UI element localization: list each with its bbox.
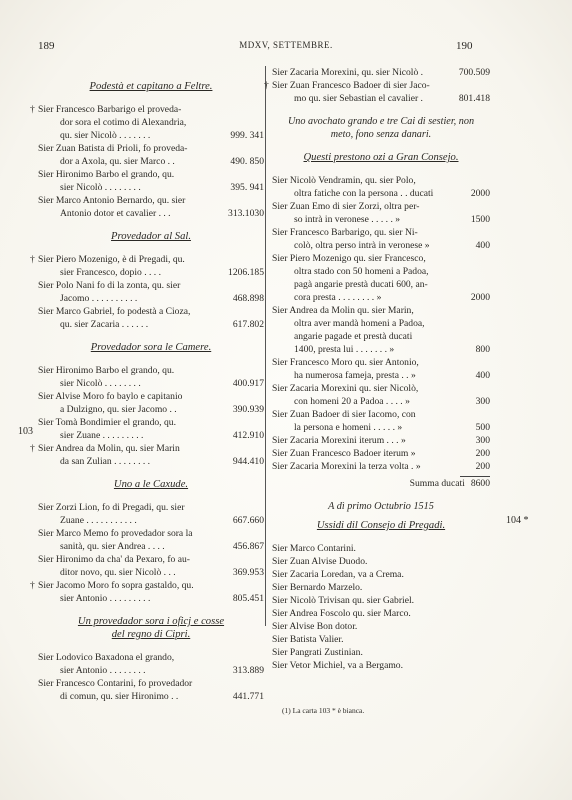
entry-value: 395. 941	[230, 182, 264, 193]
entry-line	[38, 566, 264, 579]
spacer	[38, 468, 264, 478]
section-title: A dì primo Octubrio 1515	[328, 501, 434, 512]
entry-line	[38, 416, 264, 429]
sum-value: 8600	[470, 478, 490, 489]
section-title: Uno a le Caxude.	[113, 479, 189, 490]
entry-value: 456.867	[232, 541, 264, 552]
entry-text: sier Antonio . . . . . . . . .	[60, 593, 151, 604]
name-entry: Sier Zacaria Loredan, va a Crema.	[272, 569, 404, 580]
entry-text: Sier Francesco Moro qu. sier Antonio,	[272, 357, 419, 368]
entry-line	[272, 213, 490, 226]
list-entry	[30, 253, 264, 279]
margin-note-left: 103	[18, 426, 33, 437]
entry-text: Sier Polo Nani fo di la zonta, qu. sier	[38, 280, 181, 291]
name-entry: Sier Marco Contarini.	[272, 543, 356, 554]
entry-value: 2000	[470, 292, 490, 303]
name-entry: Sier Bernardo Marzelo.	[272, 582, 363, 593]
entry-value: 390.939	[232, 404, 264, 415]
entry-text: Sier Hironimo Barbo el grando, qu.	[38, 169, 175, 180]
entry-text: sier Francesco, dopio . . . .	[60, 267, 161, 278]
spacer	[272, 105, 490, 115]
entry-text: Sier Marco Antonio Bernardo, qu. sier	[38, 195, 186, 206]
entry-line	[38, 455, 264, 468]
entry-text: sanità, qu. sier Andrea . . . .	[60, 541, 165, 552]
entry-line	[272, 252, 490, 265]
entry-value: 369.953	[232, 567, 264, 578]
spacer	[38, 331, 264, 341]
entry-value: 2000	[470, 188, 490, 199]
entry-text: di comun, qu. sier Hironimo . .	[60, 691, 179, 702]
entry-text: Sier Zuan Francesco Badoer di sier Jaco-	[272, 80, 430, 91]
entry-text: Sier Andrea da Molin, qu. sier Marin	[38, 443, 180, 454]
entry-line	[38, 377, 264, 390]
entry-line	[264, 79, 490, 92]
entry-line	[38, 501, 264, 514]
entry-text: Sier Zuan Francesco Badoer iterum »	[272, 448, 416, 459]
entry-value: 1206.185	[228, 267, 264, 278]
entry-value: 805.451	[232, 593, 264, 604]
entry-text: Sier Hironimo da cha' da Pexaro, fo au-	[38, 554, 190, 565]
entry-text: Antonio dotor et cavalier . . .	[60, 208, 171, 219]
spacer	[272, 490, 490, 500]
entry-line	[272, 460, 490, 473]
spacer	[272, 141, 490, 151]
entry-text: mo qu. sier Sebastian el cavalier .	[294, 93, 423, 104]
entry-line	[30, 103, 264, 116]
entry-text: Sier Zuan Badoer di sier Iacomo, con	[272, 409, 416, 420]
entry-line	[272, 278, 490, 291]
entry-text: Sier Tomà Bondimier el grando, qu.	[38, 417, 176, 428]
entry-value: 667.660	[232, 515, 264, 526]
entry-line	[38, 664, 264, 677]
entry-text: Sier Marco Memo fo provedador sora la	[38, 528, 193, 539]
spacer	[38, 605, 264, 615]
entry-value: 999. 341	[230, 130, 264, 141]
entry-line	[38, 194, 264, 207]
entry-text: Sier Francesco Barbarigo, qu. sier Ni-	[272, 227, 418, 238]
list-entry	[38, 305, 264, 331]
list-entry	[272, 200, 490, 226]
list-entry	[38, 142, 264, 168]
section-title: Podestà et capitano a Feltre.	[89, 81, 213, 92]
list-entry	[272, 460, 490, 473]
entry-value: 441.771	[232, 691, 264, 702]
section-title: Provedador al Sal.	[111, 231, 191, 242]
entry-line	[38, 364, 264, 377]
entry-text: qu. sier Nicolò . . . . . . .	[60, 130, 151, 141]
entry-text: Sier Zuan Batista di Prioli, fo proveda-	[38, 143, 188, 154]
entry-value: 801.418	[458, 93, 490, 104]
entry-text: angarie pagade et prestà ducati	[294, 331, 413, 342]
entry-line	[272, 343, 490, 356]
entry-text: sier Nicolò . . . . . . . .	[60, 182, 141, 193]
entry-text: Sier Zorzi Lion, fo di Pregadi, qu. sier	[38, 502, 185, 513]
entry-line	[272, 66, 490, 79]
entry-text: Sier Francesco Contarini, fo provedador	[38, 678, 193, 689]
entry-value: 800	[475, 344, 490, 355]
entry-line	[272, 408, 490, 421]
entry-text: Sier Zacaria Morexini, qu. sier Nicolò .	[272, 67, 424, 78]
entry-text: ha numerosa fameja, presta . . »	[294, 370, 416, 381]
list-entry	[38, 364, 264, 390]
list-entry	[272, 356, 490, 382]
section-title-cont: meto, fono senza danari.	[330, 129, 432, 140]
entry-value: 400.917	[232, 378, 264, 389]
entry-line	[272, 92, 490, 105]
list-entry	[38, 651, 264, 677]
entry-line	[38, 677, 264, 690]
entry-text: sier Antonio . . . . . . . .	[60, 665, 146, 676]
entry-text: oltra stado con 50 homeni a Padoa,	[294, 266, 429, 277]
entry-text: Sier Francesco Barbarigo el proveda-	[38, 104, 182, 115]
entry-line	[38, 429, 264, 442]
entry-line	[272, 447, 490, 460]
list-entry	[38, 553, 264, 579]
entry-line	[38, 540, 264, 553]
entry-line	[272, 200, 490, 213]
list-entry	[272, 226, 490, 252]
entry-value: 617.802	[232, 319, 264, 330]
entry-text: la persona e homeni . . . . . »	[294, 422, 403, 433]
section-subtitle: Ussidi dil Consejo di Pregadi.	[316, 520, 446, 531]
entry-value: 200	[475, 461, 490, 472]
entry-line	[38, 318, 264, 331]
list-entry	[272, 447, 490, 460]
list-entry	[38, 194, 264, 220]
list-entry	[272, 252, 490, 304]
list-entry	[38, 527, 264, 553]
list-entry	[30, 442, 264, 468]
entry-line	[38, 553, 264, 566]
page-number-left: 189	[38, 40, 55, 52]
entry-line	[38, 403, 264, 416]
entry-line	[272, 356, 490, 369]
list-entry	[38, 677, 264, 703]
entry-text: con homeni 20 a Padoa . . . . »	[294, 396, 410, 407]
entry-value: 412.910	[232, 430, 264, 441]
entry-text: Sier Lodovico Baxadona el grando,	[38, 652, 175, 663]
margin-note-right: 104 *	[506, 515, 529, 526]
entry-value: 1500	[470, 214, 490, 225]
footnote: (1) La carta 103 * è bianca.	[282, 706, 365, 715]
sum-row	[272, 477, 490, 490]
entry-text: Sier Hironimo Barbo el grando, qu.	[38, 365, 175, 376]
list-entry	[264, 79, 490, 105]
entry-value: 300	[475, 435, 490, 446]
spacer	[38, 703, 264, 713]
entry-text: sier Nicolò . . . . . . . .	[60, 378, 141, 389]
name-entry: Sier Batista Valier.	[272, 634, 344, 645]
list-entry	[38, 416, 264, 442]
entry-text: a Dulzigno, qu. sier Jacomo . .	[60, 404, 177, 415]
name-entry: Sier Nicolò Trivisan qu. sier Gabriel.	[272, 595, 415, 606]
entry-text: sier Zuane . . . . . . . . .	[60, 430, 144, 441]
entry-text: pagà angarie prestà ducati 600, an-	[294, 279, 428, 290]
entry-line	[272, 239, 490, 252]
name-entry: Sier Andrea Foscolo qu. sier Marco.	[272, 608, 411, 619]
entry-text: ditor novo, qu. sier Nicolò . . .	[60, 567, 176, 578]
list-entry	[272, 304, 490, 356]
dagger-mark: †	[30, 104, 35, 115]
entry-line	[38, 207, 264, 220]
entry-text: Sier Nicolò Vendramin, qu. sier Polo,	[272, 175, 416, 186]
name-list	[272, 542, 490, 672]
entry-value: 313.1030	[228, 208, 264, 219]
entry-line	[272, 421, 490, 434]
sum-label: Summa ducati	[409, 478, 465, 489]
entry-line	[272, 226, 490, 239]
entry-line	[272, 382, 490, 395]
entry-text: oltra fatiche con la persona . . ducati	[294, 188, 434, 199]
list-entry	[38, 168, 264, 194]
list-entry	[38, 279, 264, 305]
entry-text: qu. sier Zacaria . . . . . .	[60, 319, 149, 330]
entry-value: 300	[475, 396, 490, 407]
entry-text: Sier Marco Gabriel, fo podestà a Cioza,	[38, 306, 191, 317]
entry-text: so intrà in veronese . . . . . »	[294, 214, 401, 225]
entry-line	[30, 579, 264, 592]
dagger-mark: †	[264, 80, 269, 91]
entry-line	[38, 116, 264, 129]
entry-value: 400	[475, 240, 490, 251]
entry-line	[38, 390, 264, 403]
entry-text: Sier Piero Mozenigo qu. sier Francesco,	[272, 253, 426, 264]
section-title: Uno avochato grando e tre Cai di sestier, non	[287, 116, 475, 127]
page-number-right: 190	[456, 40, 473, 52]
dagger-mark: †	[30, 580, 35, 591]
entry-text: cora presta . . . . . . . . »	[294, 292, 382, 303]
entry-line	[272, 265, 490, 278]
entry-line	[38, 279, 264, 292]
name-entry: Sier Zuan Alvise Duodo.	[272, 556, 368, 567]
entry-line	[38, 690, 264, 703]
spacer	[38, 220, 264, 230]
entry-text: Jacomo . . . . . . . . . .	[60, 293, 138, 304]
entry-line	[38, 592, 264, 605]
entry-line	[272, 291, 490, 304]
entry-text: Sier Zuan Emo di sier Zorzi, oltra per-	[272, 201, 420, 212]
entry-line	[38, 168, 264, 181]
dagger-mark: †	[30, 254, 35, 265]
list-entry	[272, 174, 490, 200]
section-title: Un provedador sora i oficj e cosse	[77, 616, 225, 627]
name-entry: Sier Pangrati Zustinian.	[272, 647, 363, 658]
entry-line	[38, 129, 264, 142]
entry-line	[30, 442, 264, 455]
entry-text: Sier Andrea da Molin qu. sier Marin,	[272, 305, 414, 316]
entry-value: 944.410	[232, 456, 264, 467]
list-entry	[272, 382, 490, 408]
entry-line	[272, 395, 490, 408]
list-entry	[30, 579, 264, 605]
entry-line	[38, 181, 264, 194]
entry-value: 313.889	[232, 665, 264, 676]
entry-line	[272, 304, 490, 317]
entry-value: 200	[475, 448, 490, 459]
list-entry	[38, 390, 264, 416]
entry-text: Sier Zacaria Morexini qu. sier Nicolò,	[272, 383, 419, 394]
list-entry	[272, 408, 490, 434]
dagger-mark: †	[30, 443, 35, 454]
entry-text: Sier Jacomo Moro fo sopra gastaldo, qu.	[38, 580, 194, 591]
left-column	[30, 80, 264, 713]
entry-text: 1400, presta lui . . . . . . . »	[294, 344, 395, 355]
entry-line	[272, 187, 490, 200]
entry-line	[38, 514, 264, 527]
list-entry	[30, 103, 264, 142]
entry-text: Sier Piero Mozenigo, è di Pregadi, qu.	[38, 254, 185, 265]
entry-line	[38, 292, 264, 305]
entry-line	[272, 369, 490, 382]
list-entry	[38, 501, 264, 527]
column-divider	[265, 66, 266, 626]
entry-line	[272, 330, 490, 343]
name-entry: Sier Vetor Michiel, va a Bergamo.	[272, 660, 403, 671]
entry-text: Sier Zacaria Morexini iterum . . . »	[272, 435, 406, 446]
entry-value: 468.898	[232, 293, 264, 304]
entry-text: Zuane . . . . . . . . . . .	[60, 515, 137, 526]
entry-text: Sier Zacaria Morexini la terza volta . »	[272, 461, 421, 472]
entry-line	[38, 527, 264, 540]
list-entry	[272, 434, 490, 447]
entry-line	[272, 317, 490, 330]
list-entry	[272, 66, 490, 79]
name-entry: Sier Alvise Bon dotor.	[272, 621, 358, 632]
entry-line	[38, 142, 264, 155]
entry-value: 490. 850	[230, 156, 264, 167]
entry-line	[272, 434, 490, 447]
section-title: Provedador sora le Camere.	[90, 342, 212, 353]
entry-text: Sier Alvise Moro fo baylo e capitanio	[38, 391, 183, 402]
entry-text: dor a Axola, qu. sier Marco . .	[60, 156, 175, 167]
running-head: MDXV, SETTEMBRE.	[239, 40, 333, 50]
entry-text: oltra aver mandà homeni a Padoa,	[294, 318, 425, 329]
entry-line	[38, 651, 264, 664]
entry-line	[272, 174, 490, 187]
entry-text: da san Zulian . . . . . . . .	[60, 456, 151, 467]
entry-line	[38, 155, 264, 168]
entry-value: 500	[475, 422, 490, 433]
right-column	[264, 66, 490, 672]
section-title: Questi prestono ozi a Gran Consejo.	[303, 152, 459, 163]
entry-text: colò, oltra perso intrà in veronese »	[294, 240, 430, 251]
entry-value: 400	[475, 370, 490, 381]
entry-line	[38, 305, 264, 318]
entry-line	[38, 266, 264, 279]
section-title-cont: del regno di Cipri.	[111, 629, 191, 640]
entry-line	[30, 253, 264, 266]
entry-text: dor sora el cotimo di Alexandria,	[60, 117, 187, 128]
entry-value: 700.509	[458, 67, 490, 78]
